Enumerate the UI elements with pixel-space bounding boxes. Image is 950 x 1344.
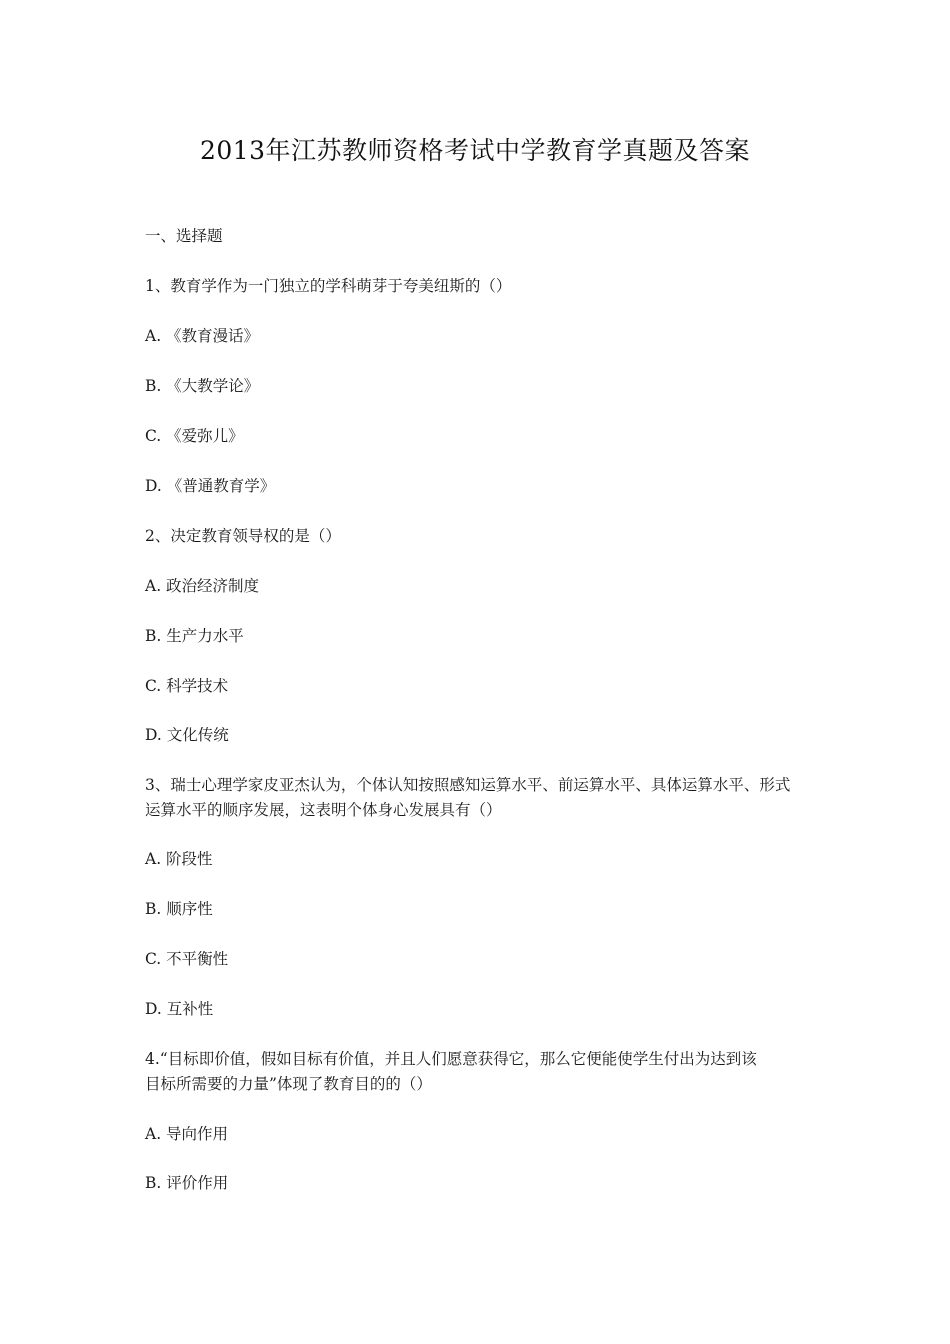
question-2-option-a: A. 政治经济制度: [145, 577, 260, 595]
question-3-option-a: A. 阶段性: [145, 850, 213, 868]
question-2-option-b: B. 生产力水平: [145, 627, 244, 645]
question-1-option-d: D. 《普通教育学》: [145, 477, 276, 495]
question-3-option-b: B. 顺序性: [145, 900, 213, 918]
question-3-option-d: D. 互补性: [145, 1000, 214, 1018]
section-heading: 一、选择题: [145, 227, 223, 245]
question-4-stem-line-1: 4.“目标即价值，假如目标有价值，并且人们愿意获得它，那么它便能使学生付出为达到该: [145, 1050, 757, 1068]
question-1-option-a: A. 《教育漫话》: [145, 327, 260, 345]
question-3-stem-line-2: 运算水平的顺序发展，这表明个体身心发展具有（）: [145, 801, 502, 819]
question-4-stem-line-2: 目标所需要的力量”体现了教育目的的（）: [145, 1075, 432, 1093]
question-2-option-c: C. 科学技术: [145, 677, 229, 695]
question-1-option-b: B. 《大教学论》: [145, 377, 260, 395]
document-title: 2013年江苏教师资格考试中学教育学真题及答案: [199, 136, 751, 165]
question-2-option-d: D. 文化传统: [145, 726, 229, 744]
question-1-option-c: C. 《爱弥儿》: [145, 427, 244, 445]
question-4-option-a: A. 导向作用: [145, 1125, 229, 1143]
question-4-option-b: B. 评价作用: [145, 1174, 229, 1192]
question-3-option-c: C. 不平衡性: [145, 950, 229, 968]
question-1-stem: 1、教育学作为一门独立的学科萌芽于夸美纽斯的（）: [145, 277, 512, 295]
question-2-stem: 2、决定教育领导权的是（）: [145, 527, 341, 545]
question-3-stem-line-1: 3、瑞士心理学家皮亚杰认为，个体认知按照感知运算水平、前运算水平、具体运算水平、形式: [145, 776, 791, 794]
